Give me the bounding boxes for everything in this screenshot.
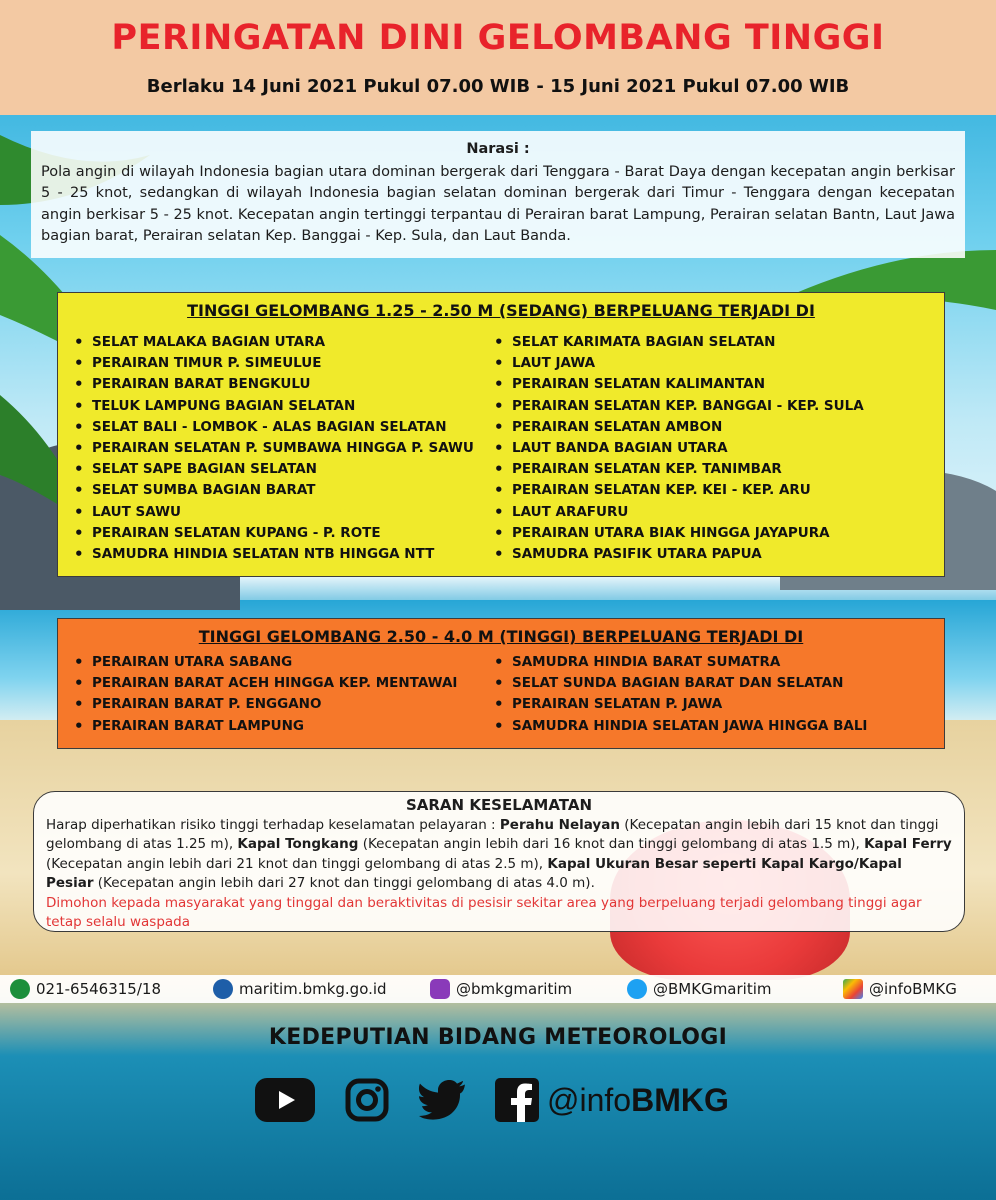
list-item: • SAMUDRA HINDIA SELATAN NTB HINGGA NTT	[72, 544, 502, 565]
contact-website[interactable]	[213, 979, 387, 999]
list-item: • SAMUDRA HINDIA BARAT SUMATRA	[492, 652, 922, 673]
list-item: • SELAT MALAKA BAGIAN UTARA	[72, 332, 502, 353]
list-item: • PERAIRAN SELATAN KUPANG - P. ROTE	[72, 523, 502, 544]
play-store-icon	[843, 979, 863, 999]
list-item: • PERAIRAN UTARA BIAK HINGGA JAYAPURA	[492, 523, 922, 544]
moderate-wave-box	[57, 292, 945, 577]
list-item: • SELAT SAPE BAGIAN SELATAN	[72, 459, 502, 480]
list-item: • LAUT BANDA BAGIAN UTARA	[492, 438, 922, 459]
instagram-handle: @bmkgmaritim	[456, 980, 573, 998]
list-item: • PERAIRAN BARAT P. ENGGANO	[72, 694, 502, 715]
list-item: • TELUK LAMPUNG BAGIAN SELATAN	[72, 396, 502, 417]
phone-icon	[10, 979, 30, 999]
list-item: • LAUT SAWU	[72, 502, 502, 523]
list-item: • LAUT JAWA	[492, 353, 922, 374]
list-item: • PERAIRAN BARAT LAMPUNG	[72, 716, 502, 737]
safety-warning: Dimohon kepada masyarakat yang tinggal dan beraktivitas di pesisir sekitar area yang berpeluang terjadi gelombang tinggi agar tetap selalu waspada	[46, 894, 922, 930]
vessel-type: Kapal Ferry	[864, 836, 952, 852]
contact-instagram[interactable]	[430, 979, 572, 999]
vessel-threshold: (Kecepatan angin lebih dari 15 knot dan tinggi gelombang di atas 1.25 m),	[46, 816, 939, 852]
handle-brand: BMKG	[631, 1081, 729, 1118]
list-item: • PERAIRAN SELATAN KEP. BANGGAI - KEP. SULA	[492, 396, 922, 417]
list-item: • SELAT SUMBA BAGIAN BARAT	[72, 480, 502, 501]
twitter-handle: @BMKGmaritim	[653, 980, 772, 998]
list-item: • SELAT KARIMATA BAGIAN SELATAN	[492, 332, 922, 353]
list-item: • PERAIRAN BARAT BENGKULU	[72, 374, 502, 395]
safety-advice-panel	[33, 791, 965, 932]
page-title: PERINGATAN DINI GELOMBANG TINGGI	[111, 18, 885, 58]
social-handle	[547, 1082, 729, 1119]
vessel-threshold: (Kecepatan angin lebih dari 27 knot dan tinggi gelombang di atas 4.0 m).	[93, 875, 595, 891]
list-item: • PERAIRAN SELATAN KEP. TANIMBAR	[492, 459, 922, 480]
list-item: • PERAIRAN SELATAN KEP. KEI - KEP. ARU	[492, 480, 922, 501]
list-item: • PERAIRAN SELATAN KALIMANTAN	[492, 374, 922, 395]
contact-twitter[interactable]	[627, 979, 772, 999]
narasi-text: Pola angin di wilayah Indonesia bagian utara dominan bergerak dari Tenggara - Barat Daya dengan kecepatan angin berkisar 5 - 25 knot, sedangkan di wilayah Indonesia bagian selatan dominan bergerak dari Timur - Tenggara dengan kecepatan angin berkisar 5 - 25 knot. Kecepatan angin tertinggi terpantau di Perairan barat Lampung, Perairan selatan Bantn, Laut Jawa bagian barat, Perairan selatan Kep. Banggai - Kep. Sula, dan Laut Banda.	[41, 163, 955, 244]
vessel-type: Kapal Tongkang	[237, 836, 359, 852]
contact-playstore[interactable]	[843, 979, 957, 999]
social-links	[255, 1075, 729, 1125]
playstore-handle: @infoBMKG	[869, 980, 957, 998]
moderate-wave-list-left	[72, 332, 502, 565]
twitter-icon[interactable]	[419, 1080, 465, 1120]
vessel-type: Perahu Nelayan	[499, 816, 620, 833]
list-item: • LAUT ARAFURU	[492, 502, 922, 523]
twitter-icon	[627, 979, 647, 999]
globe-icon	[213, 979, 233, 999]
list-item: • PERAIRAN TIMUR P. SIMEULUE	[72, 353, 502, 374]
advice-intro: Harap diperhatikan risiko tinggi terhadap keselamatan pelayaran :	[46, 816, 500, 833]
list-item: • PERAIRAN UTARA SABANG	[72, 652, 502, 673]
list-item: • PERAIRAN BARAT ACEH HINGGA KEP. MENTAWAI	[72, 673, 502, 694]
instagram-icon[interactable]	[345, 1078, 389, 1122]
youtube-icon[interactable]	[255, 1078, 315, 1122]
moderate-wave-list-right	[492, 332, 922, 565]
footer-title: KEDEPUTIAN BIDANG METEOROLOGI	[268, 1025, 728, 1050]
facebook-icon[interactable]	[495, 1078, 539, 1122]
contact-phone[interactable]	[10, 979, 161, 999]
high-wave-list-right	[492, 652, 922, 737]
high-wave-list-left	[72, 652, 502, 737]
contact-bar	[0, 975, 996, 1003]
narasi-title: Narasi :	[466, 141, 530, 157]
list-item: • PERAIRAN SELATAN AMBON	[492, 417, 922, 438]
validity-period: Berlaku 14 Juni 2021 Pukul 07.00 WIB - 15 Juni 2021 Pukul 07.00 WIB	[146, 76, 850, 97]
high-wave-box	[57, 618, 945, 749]
safety-advice-title: SARAN KESELAMATAN	[405, 796, 593, 814]
phone-number: 021-6546315/18	[36, 980, 161, 998]
moderate-wave-title: TINGGI GELOMBANG 1.25 - 2.50 M (SEDANG) BERPELUANG TERJADI DI	[187, 301, 815, 320]
high-wave-title: TINGGI GELOMBANG 2.50 - 4.0 M (TINGGI) BERPELUANG TERJADI DI	[198, 627, 804, 646]
narasi-panel	[31, 131, 965, 258]
safety-advice-text	[46, 816, 952, 894]
list-item: • SELAT SUNDA BAGIAN BARAT DAN SELATAN	[492, 673, 922, 694]
instagram-icon	[430, 979, 450, 999]
vessel-threshold: (Kecepatan angin lebih dari 21 knot dan tinggi gelombang di atas 2.5 m),	[46, 855, 548, 872]
header-banner	[0, 0, 996, 115]
list-item: • SAMUDRA HINDIA SELATAN JAWA HINGGA BALI	[492, 716, 922, 737]
list-item: • SELAT BALI - LOMBOK - ALAS BAGIAN SELATAN	[72, 417, 502, 438]
list-item: • PERAIRAN SELATAN P. SUMBAWA HINGGA P. SAWU	[72, 438, 502, 459]
vessel-type: Kapal Ukuran Besar seperti Kapal Kargo/Kapal Pesiar	[46, 855, 902, 891]
list-item: • SAMUDRA PASIFIK UTARA PAPUA	[492, 544, 922, 565]
vessel-threshold: (Kecepatan angin lebih dari 16 knot dan tinggi gelombang di atas 1.5 m),	[358, 836, 865, 852]
list-item: • PERAIRAN SELATAN P. JAWA	[492, 694, 922, 715]
website-url: maritim.bmkg.go.id	[239, 980, 387, 998]
handle-prefix: @info	[547, 1081, 632, 1118]
